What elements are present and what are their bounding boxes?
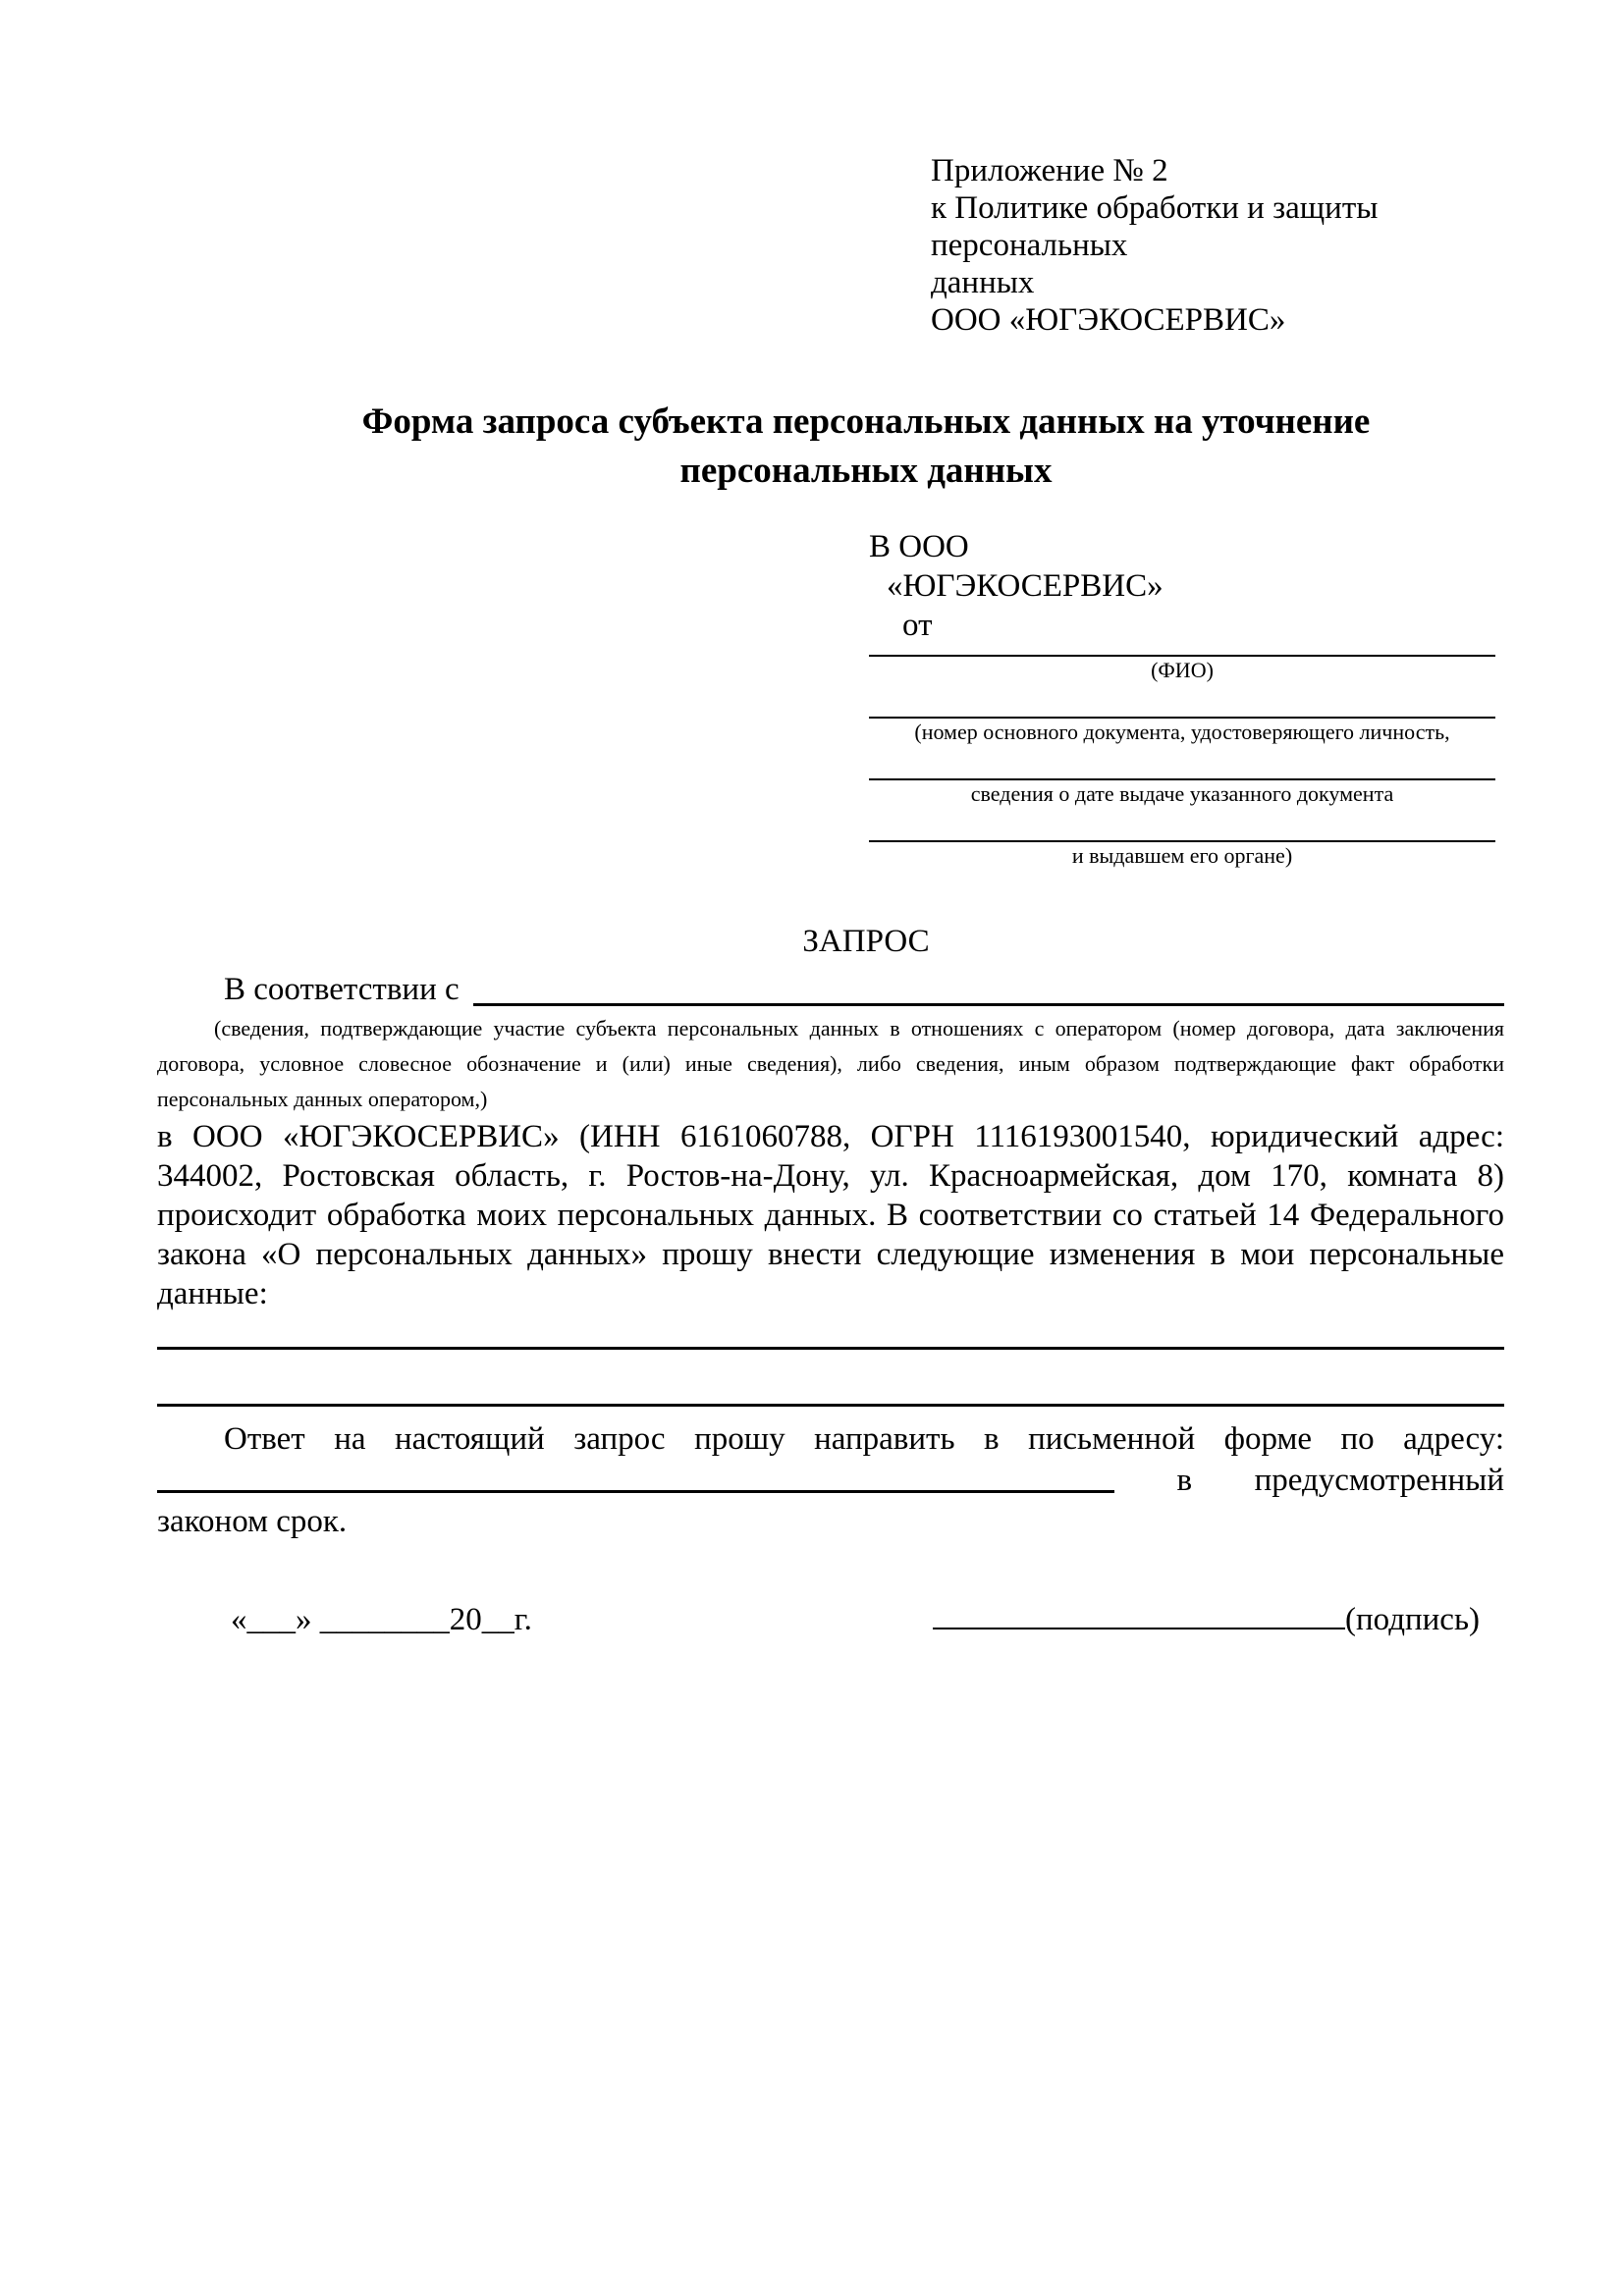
document-title-line2: персональных данных: [679, 451, 1053, 491]
doc-issue-date-caption: сведения о дате выдаче указанного документа: [970, 781, 1394, 806]
document-title-line1: Форма запроса субъекта персональных данных на уточнение: [361, 401, 1371, 442]
signature-block: [933, 1599, 1480, 1640]
fio-blank-line: [869, 645, 1495, 657]
recipient-to-line1: В ООО: [869, 529, 969, 564]
doc-number-caption: (номер основного документа, удостоверяющего личность,: [914, 720, 1450, 744]
doc-number-blank-line: [869, 684, 1495, 719]
doc-issuer-caption: и выдавшем его органе): [1071, 843, 1293, 868]
document-title: [228, 398, 1504, 496]
recipient-block: [869, 527, 1495, 870]
appendix-line: к Политике обработки и защиты персональных: [931, 190, 1379, 263]
signature-blank-line: [933, 1628, 1345, 1629]
address-blank-line: [157, 1461, 1114, 1493]
recipient-to-line2: «ЮГЭКОСЕРВИС»: [887, 568, 1164, 604]
changes-blank-line-1: [157, 1313, 1504, 1350]
reply-address-row: [157, 1460, 1504, 1501]
accordance-label: В соответствии с: [224, 972, 460, 1007]
doc-issue-date-blank-line: [869, 746, 1495, 780]
changes-blank-line-2: [157, 1350, 1504, 1407]
appendix-line: ООО «ЮГЭКОСЕРВИС»: [931, 302, 1286, 338]
reply-sentence: Ответ на настоящий запрос прошу направить в письменной форме по адресу:: [224, 1421, 1504, 1457]
date-blanks: «___» ________20__г.: [231, 1602, 532, 1637]
accordance-row: [157, 968, 1504, 1011]
signature-caption: (подпись): [1345, 1602, 1480, 1637]
appendix-line: данных: [931, 265, 1035, 300]
fio-caption: (ФИО): [1151, 658, 1214, 682]
reply-sentence-end: законом срок.: [157, 1504, 348, 1539]
doc-issuer-blank-line: [869, 808, 1495, 842]
request-heading: ЗАПРОС: [802, 924, 930, 959]
appendix-block: [931, 152, 1504, 339]
relation-note: (сведения, подтверждающие участие субъекта персональных данных в отношениях с оператором (номер договора, дата заключения договора, условное словесное обозначение и (или) иные сведения), либо сведения, иным образом подтверждающие факт обработки персональных данных оператором,): [157, 1016, 1504, 1111]
reply-word-predusmotrennyy: предусмотренный: [1254, 1463, 1504, 1498]
request-body-paragraph: в ООО «ЮГЭКОСЕРВИС» (ИНН 6161060788, ОГРН 1116193001540, юридический адрес: 344002, Ростовская область, г. Ростов-на-Дону, ул. Красноармейская, дом 170, комната 8) происходит обработка моих персональных данных. В соответствии со статьей 14 Федерального закона «О персональных данных» прошу внести следующие изменения в мои персональные данные:: [157, 1119, 1504, 1311]
accordance-blank-line: [473, 968, 1504, 1006]
appendix-line: Приложение № 2: [931, 153, 1168, 188]
recipient-from-label: от: [902, 608, 933, 643]
reply-word-v: в: [1176, 1463, 1193, 1498]
date-signature-row: [157, 1599, 1504, 1640]
